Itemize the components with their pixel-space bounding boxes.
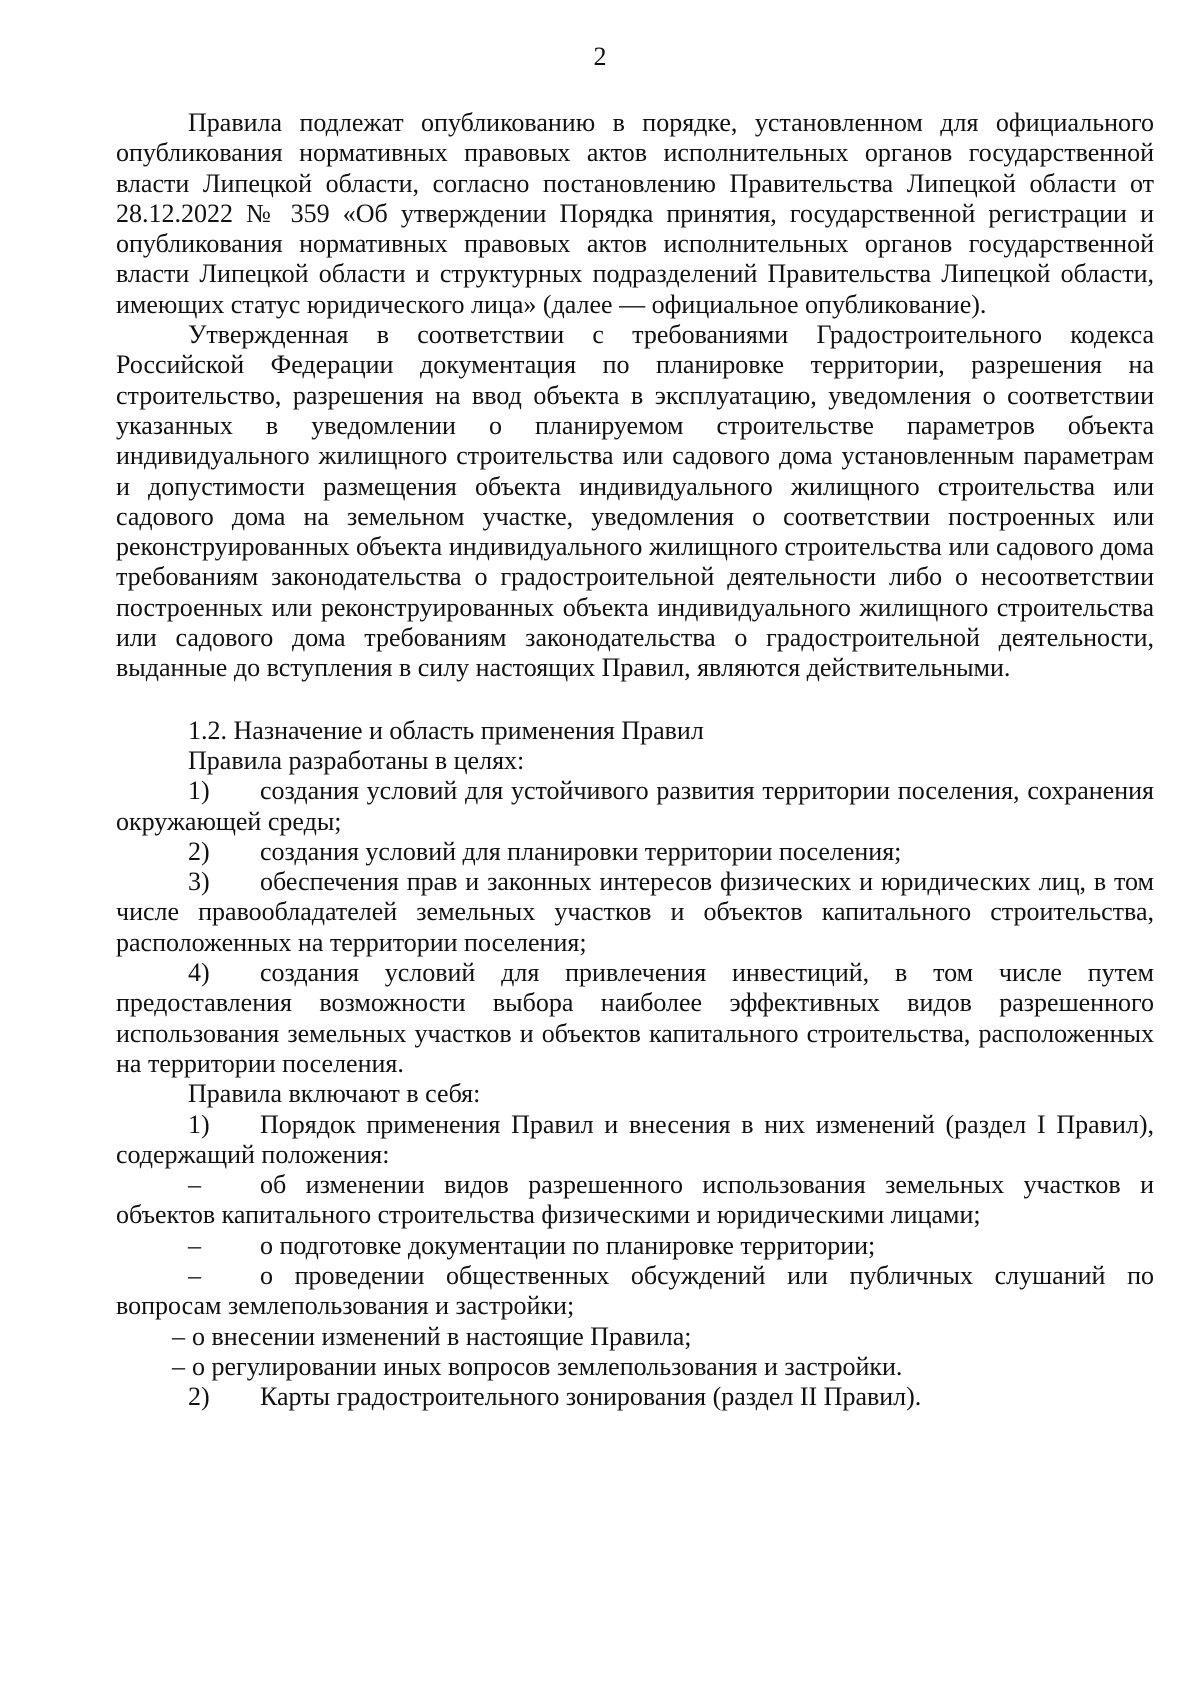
list-item-includes-1 <box>116 1110 1154 1171</box>
list-item-text: создания условий для планировки территории поселения; <box>260 836 902 866</box>
list-item-text: создания условий для привлечения инвестиций, в том числе путем предоставления возможности выбора наиболее эффективных видов разрешенного использования земельных участков и объектов капитального строительства, расположенных на территории поселения. <box>116 958 1154 1078</box>
list-number: 3) <box>188 867 210 897</box>
dash-marker: – <box>188 1260 201 1290</box>
paragraph-publication: Правила подлежат опубликованию в порядке, установленном для официального опубликования нормативных правовых актов исполнительных органов государственной власти Липецкой области, согласно постановлению Правительства Липецкой области от 28.12.2022 № 359 «Об утверждении Порядка принятия, государственной регистрации и опубликования нормативных правовых актов исполнительных органов государственной власти Липецкой области и структурных подразделений Правительства Липецкой области, имеющих статус юридического лица» (далее — официальное опубликование). <box>116 108 1154 319</box>
list-item-goal-1 <box>116 776 1154 837</box>
provision-item-2 <box>116 1231 1154 1261</box>
provision-text: о подготовке документации по планировке территории; <box>260 1230 876 1260</box>
list-number: 1) <box>188 1109 210 1139</box>
list-item-goal-2 <box>116 837 1154 867</box>
spacer <box>116 684 1154 716</box>
provision-text: о регулировании иных вопросов землепользования и застройки. <box>192 1351 903 1381</box>
list-number: 2) <box>188 836 210 866</box>
provision-text: о внесении изменений в настоящие Правила; <box>192 1321 692 1351</box>
dash-marker: – <box>172 1351 185 1381</box>
list-item-goal-3 <box>116 867 1154 958</box>
list-item-text: Карты градостроительного зонирования (раздел II Правил). <box>260 1382 922 1412</box>
list-item-text: обеспечения прав и законных интересов физических и юридических лиц, в том числе правообладателей земельных участков и объектов капитального строительства, расположенных на территории поселения; <box>116 867 1154 957</box>
provision-item-3 <box>116 1261 1154 1322</box>
list-number: 4) <box>188 958 210 988</box>
dash-marker: – <box>188 1170 201 1200</box>
provision-item-4 <box>116 1322 1154 1352</box>
dash-marker: – <box>172 1321 185 1351</box>
list-item-text: Порядок применения Правил и внесения в них изменений (раздел I Правил), содержащий положения: <box>116 1109 1154 1169</box>
includes-intro: Правила включают в себя: <box>188 1079 481 1109</box>
list-item-text: создания условий для устойчивого развития территории поселения, сохранения окружающей среды; <box>116 776 1154 836</box>
provision-text: о проведении общественных обсуждений или публичных слушаний по вопросам землепользования и застройки; <box>116 1260 1154 1321</box>
section-heading: 1.2. Назначение и область применения Правил <box>188 715 704 745</box>
provision-item-1 <box>116 1170 1154 1231</box>
list-item-goal-4 <box>116 958 1154 1079</box>
provision-text: об изменении видов разрешенного использования земельных участков и объектов капитального строительства физическими и юридическими лицами; <box>116 1170 1154 1230</box>
paragraph-validity: Утвержденная в соответствии с требованиями Градостроительного кодекса Российской Федерации документация по планировке территории, разрешения на строительство, разрешения на ввод объекта в эксплуатацию, уведомления о соответствии указанных в уведомлении о планируемом строительстве параметров объекта индивидуального жилищного строительства или садового дома установленным параметрам и допустимости размещения объекта индивидуального жилищного строительства или садового дома на земельном участке, уведомления о соответствии построенных или реконструированных объекта индивидуального жилищного строительства или садового дома требованиям законодательства о градостроительной деятельности либо о несоответствии построенных или реконструированных объекта индивидуального жилищного строительства или садового дома требованиям законодательства о градостроительной деятельности, выданные до вступления в силу настоящих Правил, являются действительными. <box>116 320 1154 683</box>
dash-marker: – <box>188 1230 201 1260</box>
provision-item-5 <box>116 1352 1154 1382</box>
goals-intro: Правила разработаны в целях: <box>188 745 525 775</box>
list-number: 2) <box>188 1382 210 1412</box>
list-number: 1) <box>188 776 210 806</box>
page-number: 2 <box>593 42 607 71</box>
list-item-includes-2 <box>116 1382 1154 1412</box>
document-body <box>116 108 1154 1412</box>
